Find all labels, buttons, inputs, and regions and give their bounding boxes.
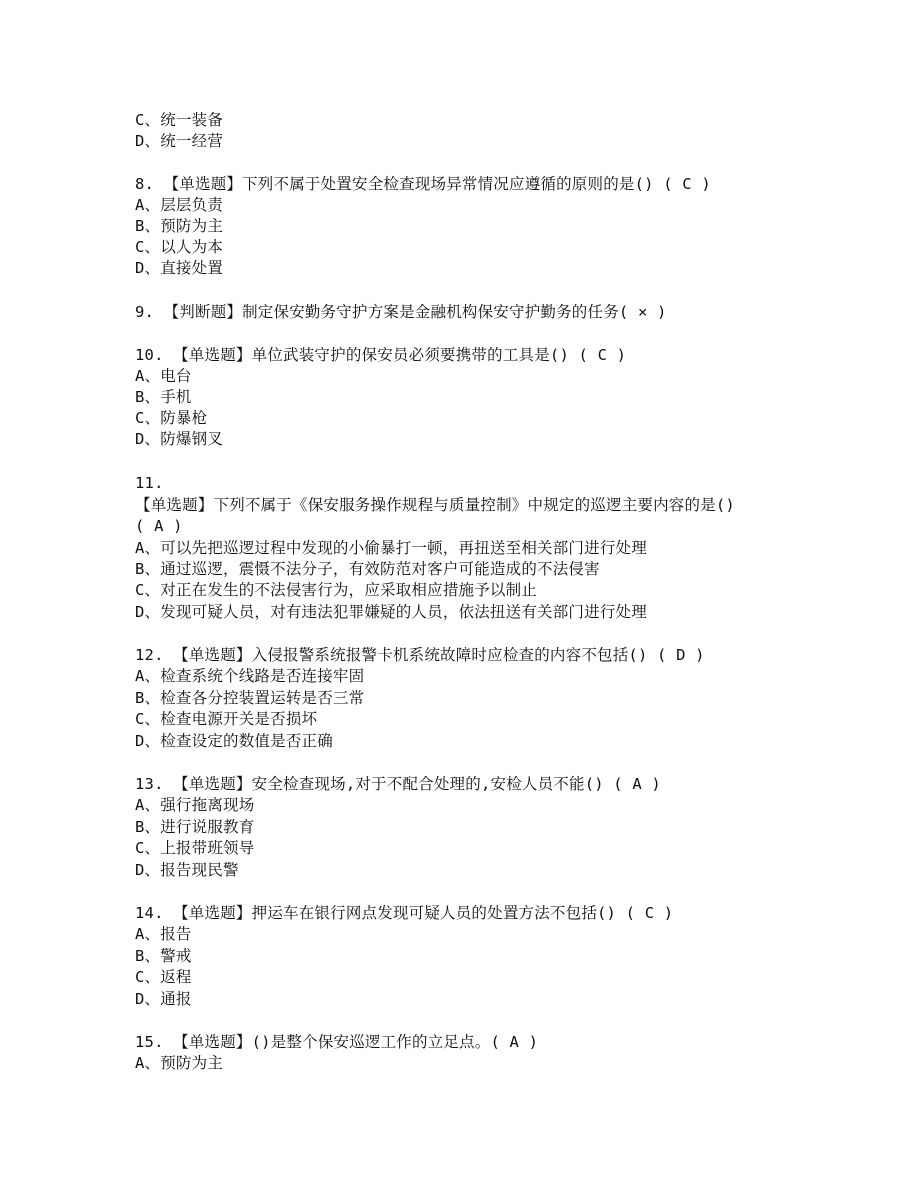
option-line: D、统一经营 [135,132,224,150]
option-line: C、返程 [135,968,192,986]
option-line: B、手机 [135,388,192,406]
option-line: D、检查设定的数值是否正确 [135,732,333,750]
option-line: C、统一装备 [135,111,224,129]
question-line: 15. 【单选题】()是整个保安巡逻工作的立足点。( A ) [135,1033,539,1051]
question-answer: ( A ) [135,517,183,535]
option-line: C、上报带班领导 [135,839,255,857]
option-line: B、进行说服教育 [135,818,255,836]
option-line: D、直接处置 [135,259,224,277]
option-line: C、对正在发生的不法侵害行为，应采取相应措施予以制止 [135,581,538,599]
option-line: A、强行拖离现场 [135,796,255,814]
option-line: C、检查电源开关是否损坏 [135,710,318,728]
option-line: A、检查系统个线路是否连接牢固 [135,667,365,685]
option-line: C、以人为本 [135,238,224,256]
option-line: A、预防为主 [135,1054,224,1072]
option-line: B、预防为主 [135,217,224,235]
option-line: A、可以先把巡逻过程中发现的小偷暴打一顿，再扭送至相关部门进行处理 [135,539,647,557]
option-line: A、电台 [135,367,192,385]
option-line: D、发现可疑人员，对有违法犯罪嫌疑的人员，依法扭送有关部门进行处理 [135,603,647,621]
option-line: C、防暴枪 [135,409,208,427]
option-line: D、通报 [135,990,192,1008]
question-line: 8. 【单选题】下列不属于处置安全检查现场异常情况应遵循的原则的是() ( C ) [135,175,711,193]
option-line: B、警戒 [135,947,192,965]
option-line: D、防爆钢叉 [135,430,224,448]
option-line: A、层层负责 [135,196,224,214]
question-line: 13. 【单选题】安全检查现场,对于不配合处理的,安检人员不能() ( A ) [135,775,661,793]
question-number: 11. [135,474,164,492]
option-line: D、报告现民警 [135,861,239,879]
option-line: B、通过巡逻，震慑不法分子，有效防范对客户可能造成的不法侵害 [135,560,600,578]
question-line: 【单选题】下列不属于《保安服务操作规程与质量控制》中规定的巡逻主要内容的是() [135,496,735,514]
question-line: 14. 【单选题】押运车在银行网点发现可疑人员的处置方法不包括() ( C ) [135,904,674,922]
option-line: A、报告 [135,925,192,943]
option-line: B、检查各分控装置运转是否三常 [135,689,365,707]
question-line: 12. 【单选题】入侵报警系统报警卡机系统故障时应检查的内容不包括() ( D ) [135,646,705,664]
question-line: 10. 【单选题】单位武装守护的保安员必须要携带的工具是() ( C ) [135,346,627,364]
question-line: 9. 【判断题】制定保安勤务守护方案是金融机构保安守护勤务的任务( × ) [135,303,667,321]
